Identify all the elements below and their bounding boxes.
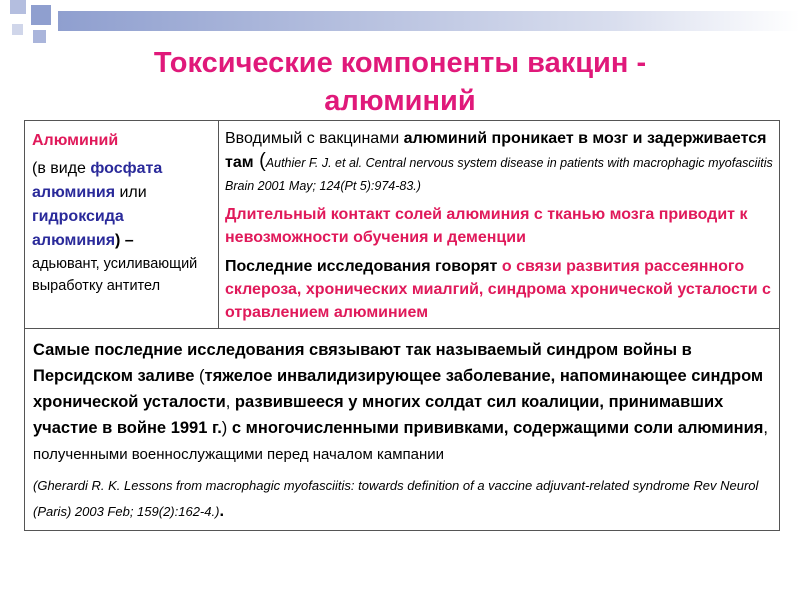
bottom-text-3: тяжелое инвалидизирующее заболевание, напоминающее синдром хронической усталости [33, 367, 764, 411]
left-text-4: или [115, 184, 147, 201]
bottom-text-4: , [225, 393, 235, 411]
left-text-7: ) – [115, 232, 134, 249]
bottom-text-8: , [763, 419, 768, 437]
bottom-text-11: . [219, 502, 225, 520]
bottom-text-6: ) [221, 419, 232, 437]
title-line-2: алюминий [324, 85, 476, 117]
bottom-text-1: Самые последние исследования связывают так называемый синдром войны в Персидском заливе [33, 341, 692, 385]
left-text-3: алюминия [32, 184, 116, 201]
left-cell [25, 121, 219, 329]
right-text-3: ( [253, 150, 266, 172]
right-cell [219, 121, 780, 329]
left-text-6: алюминия [32, 232, 116, 249]
title-line-1: Токсические компоненты вакцин - [153, 47, 647, 79]
bottom-text-5: развившееся у многих солдат сил коалиции, принимавших участие в войне 1991 г. [33, 393, 724, 437]
left-text-8: адьювант, усиливающий выработку антител [32, 256, 198, 294]
decor-square-4 [33, 30, 46, 43]
decor-square-1 [10, 0, 26, 14]
content-table [24, 120, 780, 531]
left-text-1: (в виде [32, 160, 91, 177]
right-text-7: о связи развития рассеянного склероза, хронических миалгий, синдрома хронической усталости с отравлением алюминием [225, 258, 771, 321]
left-text-2: фосфата [90, 160, 163, 177]
decor-square-2 [31, 5, 51, 25]
bottom-text-2: ( [194, 367, 205, 385]
right-citation: Authier F. J. et al. Central nervous system disease in patients with macrophagic myofasciitis Brain 2001 May; 124(Pt 5):974-83.) [225, 156, 773, 193]
header-gradient-bar [58, 11, 800, 31]
bottom-citation: (Gherardi R. K. Lessons from macrophagic myofasciitis: towards definition of a vaccine adjuvant-related syndrome Rev Neurol (Paris) 2003 Feb; 159(2):162-4.) [33, 478, 759, 519]
right-text-1: Вводимый с вакцинами [225, 130, 404, 147]
right-text-6: Последние исследования говорят [225, 258, 502, 275]
right-text-5: Длительный контакт солей алюминия с тканью мозга приводит к невозможности обучения и деменции [225, 206, 748, 246]
slide-title [0, 44, 800, 120]
right-text-2: алюминий проникает в мозг и задерживается там [225, 130, 767, 171]
left-heading: Алюминий [32, 132, 119, 149]
bottom-text-7: с многочисленными прививками, содержащими соли алюминия [231, 419, 764, 437]
decor-square-3 [12, 24, 23, 35]
left-text-5: гидроксида [32, 208, 124, 225]
bottom-text-9: полученными военнослужащими перед началом кампании [33, 446, 445, 463]
bottom-cell [25, 329, 780, 531]
